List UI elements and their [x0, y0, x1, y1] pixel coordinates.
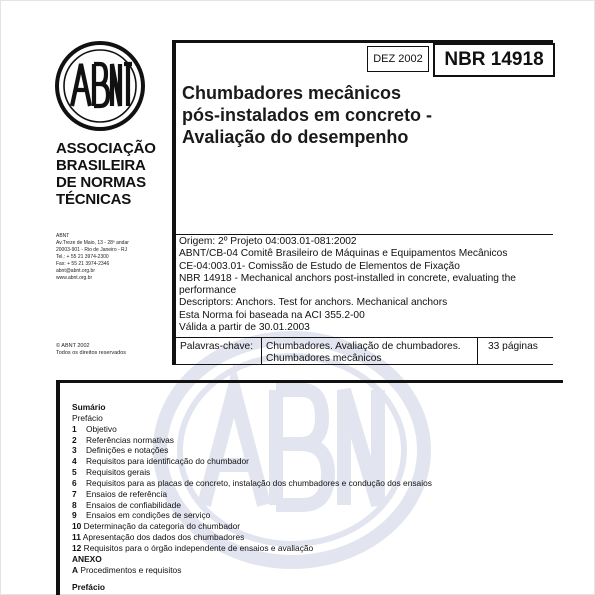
date-badge: DEZ 2002	[367, 46, 429, 72]
info-divider	[176, 234, 553, 235]
toc-item-text: Requisitos para o órgão independente de ensaios e avaliação	[83, 542, 314, 553]
toc-item-text: Apresentação dos dados dos chumbadores	[82, 532, 245, 543]
header-frame-left	[172, 40, 176, 365]
abnt-logo-icon	[54, 40, 146, 132]
toc-item[interactable]	[72, 424, 552, 435]
info-line: performance	[179, 285, 237, 297]
keywords-line: Chumbadores. Avaliação de chumbadores.	[266, 341, 461, 352]
toc-item-number: 3	[72, 445, 77, 456]
document-title	[182, 82, 542, 148]
toc-item[interactable]	[72, 478, 552, 489]
toc-item[interactable]	[72, 489, 552, 500]
toc-item-text: Referências normativas	[86, 434, 174, 445]
annex-text: Procedimentos e requisitos	[80, 564, 182, 575]
contact-line: Tel.: + 55 21 3974-2300	[56, 254, 109, 260]
toc-item-number: 12	[72, 542, 82, 553]
info-line: Esta Norma foi baseada na ACI 355.2-00	[179, 309, 365, 321]
org-name-line: TÉCNICAS	[56, 191, 132, 208]
toc-item-number: 5	[72, 467, 77, 478]
toc-preface[interactable]: Prefácio	[72, 412, 103, 423]
keywords-line: Chumbadores mecânicos	[266, 353, 382, 364]
info-line: CE-04:003.01- Comissão de Estudo de Elementos de Fixação	[179, 260, 460, 272]
org-name-line: BRASILEIRA	[56, 157, 146, 174]
toc-item[interactable]	[72, 500, 552, 511]
toc-item-text: Requisitos gerais	[86, 467, 151, 478]
keywords-label: Palavras-chave:	[180, 341, 254, 352]
toc-item-text: Definições e notações	[86, 445, 169, 456]
toc-annex-item[interactable]	[72, 565, 552, 576]
title-line: Avaliação do desempenho	[182, 127, 409, 147]
toc-item[interactable]	[72, 510, 552, 521]
contact-line: ABNT	[56, 233, 70, 239]
contact-line: Av.Treze de Maio, 13 - 28º andar	[56, 240, 129, 246]
info-line: Válida a partir de 30.01.2003	[179, 322, 310, 334]
info-line: NBR 14918 - Mechanical anchors post-installed in concrete, evaluating the	[179, 272, 516, 284]
keywords-rule-top	[176, 337, 553, 338]
toc-item[interactable]	[72, 532, 552, 543]
toc-item-number: 9	[72, 510, 77, 521]
toc-item-text: Ensaios de confiabilidade	[86, 499, 181, 510]
contact-line: abnt@abnt.org.br	[56, 268, 95, 274]
annex-letter: A	[72, 564, 79, 575]
contact-info	[56, 233, 166, 282]
toc-item[interactable]	[72, 543, 552, 554]
keywords-text	[266, 341, 476, 365]
org-name-line: ASSOCIAÇÃO	[56, 140, 156, 157]
toc-item-text: Ensaios em condições de serviço	[86, 510, 211, 521]
toc-item-text: Requisitos para as placas de concreto, instalação dos chumbadores e condução dos ensaios	[86, 477, 432, 488]
toc-item-number: 7	[72, 488, 77, 499]
document-info	[179, 236, 551, 334]
copyright-line: © ABNT 2002	[56, 343, 90, 349]
toc-item-text: Determinação da categoria do chumbador	[83, 521, 241, 532]
title-line: Chumbadores mecânicos	[182, 83, 402, 103]
annex-heading: ANEXO	[72, 553, 102, 564]
info-line: Origem: 2º Projeto 04:003.01-081:2002	[179, 236, 357, 247]
copyright-notice	[56, 343, 166, 357]
toc-item-number: 11	[72, 532, 81, 543]
summary-heading: Sumário	[72, 402, 106, 412]
info-line: Descriptors: Anchors. Test for anchors. Mechanical anchors	[179, 297, 448, 309]
keywords-divider	[477, 337, 478, 365]
title-line: pós-instalados em concreto -	[182, 105, 433, 125]
keywords-divider	[261, 337, 262, 365]
toc-item[interactable]	[72, 445, 552, 456]
toc-item[interactable]	[72, 521, 552, 532]
toc-item-number: 10	[72, 521, 82, 532]
organization-name	[56, 140, 166, 208]
org-name-line: DE NORMAS	[56, 174, 146, 191]
toc-item-number: 4	[72, 456, 77, 467]
contact-line: 20003-901 - Rio de Janeiro - RJ	[56, 247, 128, 253]
toc-item-number: 6	[72, 477, 77, 488]
toc-item-text: Objetivo	[86, 423, 117, 434]
contact-line: Fax: + 55 21 3974-2346	[56, 261, 110, 267]
summary-frame-left	[56, 380, 60, 595]
toc-item-number: 1	[72, 423, 77, 434]
standard-number: NBR 14918	[433, 43, 555, 77]
toc-item[interactable]	[72, 467, 552, 478]
info-line: ABNT/CB-04 Comitê Brasileiro de Máquinas e Equipamentos Mecânicos	[179, 248, 508, 260]
toc-item-text: Ensaios de referência	[86, 488, 168, 499]
toc-item-number: 8	[72, 499, 77, 510]
summary-frame-top	[56, 380, 563, 383]
copyright-line: Todos os direitos reservados	[56, 350, 127, 356]
contact-line: www.abnt.org.br	[56, 275, 93, 281]
toc-item-number: 2	[72, 434, 77, 445]
table-of-contents	[72, 402, 552, 592]
page-count: 33 páginas	[488, 341, 538, 352]
toc-item-text: Requisitos para identificação do chumbador	[86, 456, 249, 467]
preface-heading: Prefácio	[72, 581, 106, 592]
toc-item[interactable]	[72, 456, 552, 467]
toc-item[interactable]	[72, 435, 552, 446]
